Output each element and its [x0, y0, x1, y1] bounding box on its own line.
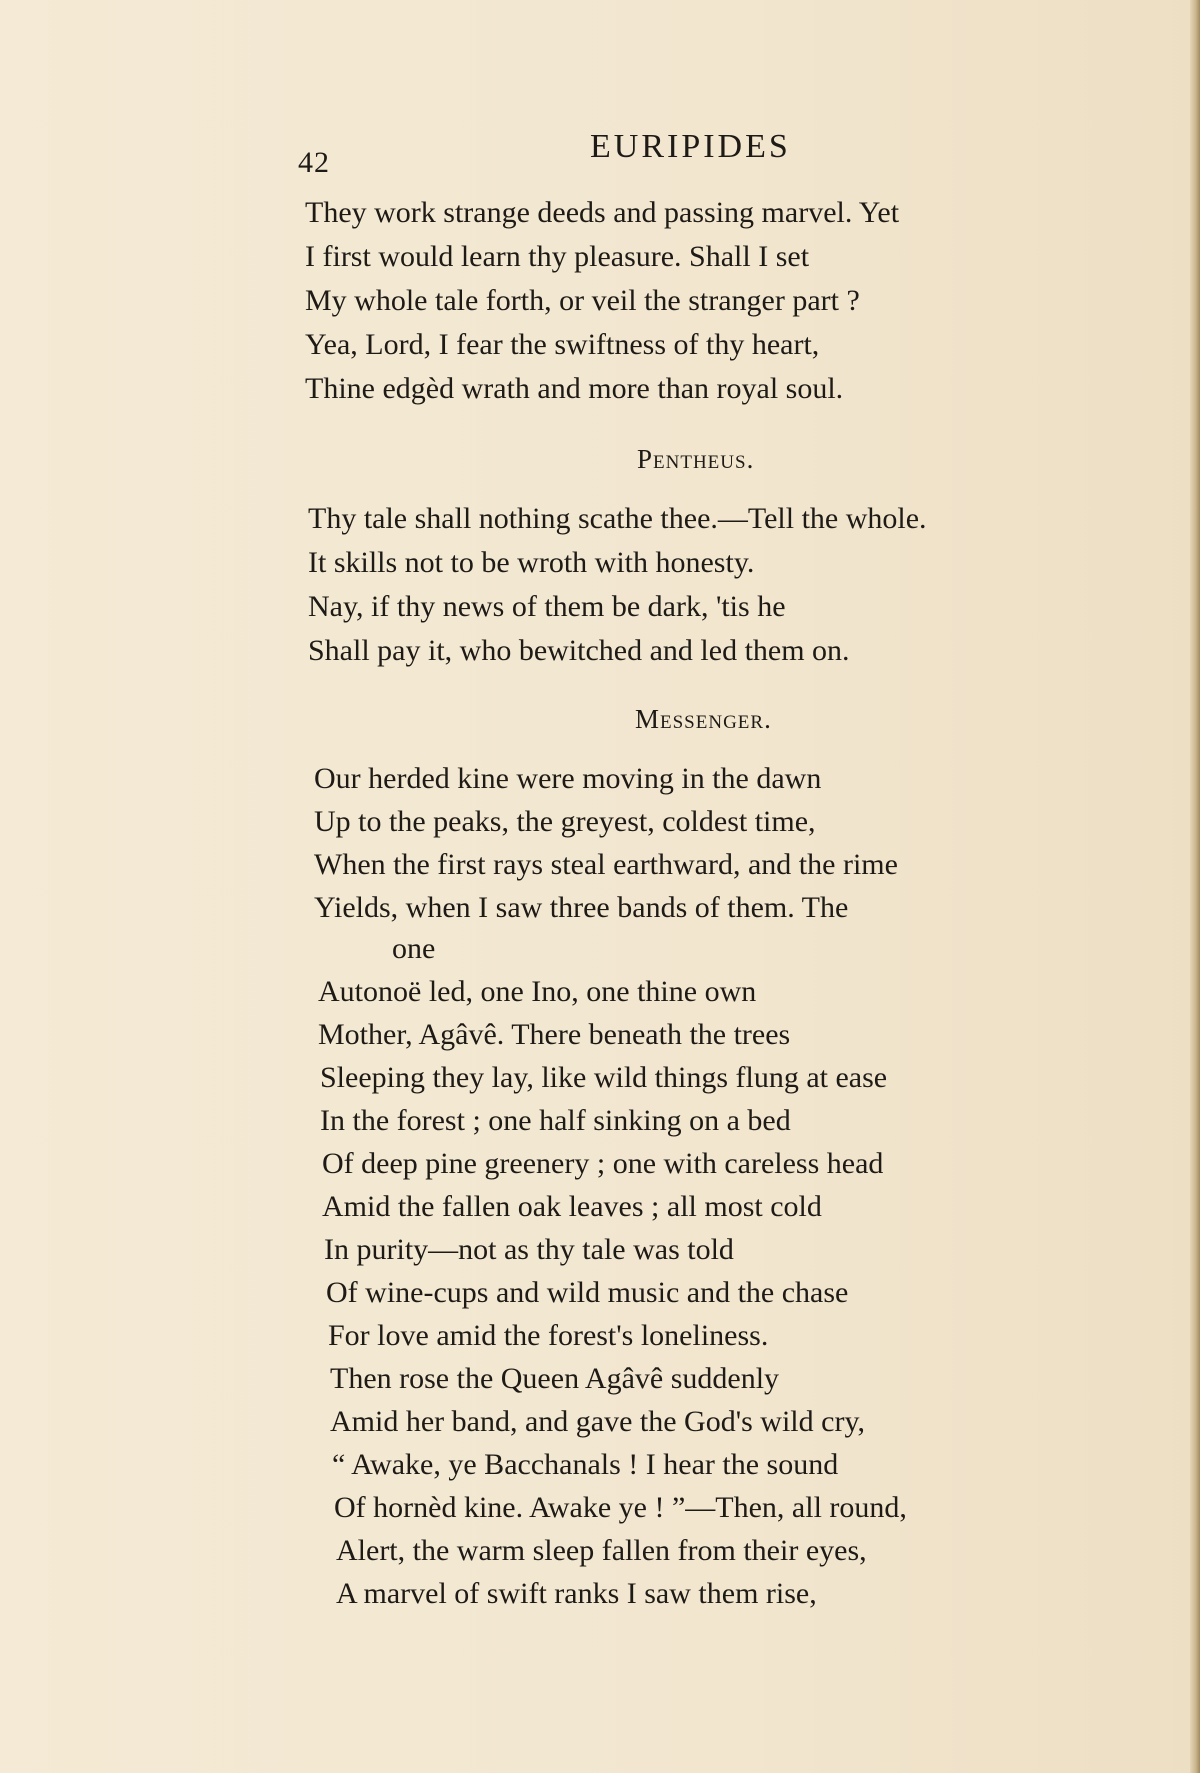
- page-number: 42: [298, 146, 330, 179]
- verse-line: Of hornèd kine. Awake ye ! ”—Then, all round,: [334, 1491, 907, 1524]
- verse-line: Thy tale shall nothing scathe thee.—Tell the whole.: [308, 502, 927, 535]
- verse-line: In the forest ; one half sinking on a bed: [320, 1104, 791, 1137]
- verse-line: “ Awake, ye Bacchanals ! I hear the sound: [332, 1448, 839, 1481]
- verse-line: For love amid the forest's loneliness.: [328, 1319, 769, 1352]
- verse-line: They work strange deeds and passing marvel. Yet: [305, 196, 900, 229]
- page-header: [0, 118, 1200, 178]
- verse-line: Shall pay it, who bewitched and led them on.: [308, 634, 850, 667]
- verse-line: A marvel of swift ranks I saw them rise,: [336, 1577, 817, 1610]
- verse-line: Sleeping they lay, like wild things flung at ease: [320, 1061, 888, 1094]
- verse-line: Of wine-cups and wild music and the chase: [326, 1276, 849, 1309]
- speaker-heading: Pentheus.: [637, 444, 755, 474]
- verse-line: I first would learn thy pleasure. Shall I set: [305, 240, 810, 273]
- verse-line: Mother, Agâvê. There beneath the trees: [318, 1018, 791, 1051]
- running-title: EURIPIDES: [590, 128, 791, 165]
- verse-line: Of deep pine greenery ; one with careless head: [322, 1147, 884, 1180]
- verse-line: Up to the peaks, the greyest, coldest time,: [314, 805, 816, 838]
- verse-line: Amid the fallen oak leaves ; all most cold: [322, 1190, 822, 1223]
- verse-line: Our herded kine were moving in the dawn: [314, 762, 822, 795]
- verse-line: Nay, if thy news of them be dark, 'tis he: [308, 590, 786, 623]
- verse-line: When the first rays steal earthward, and the rime: [314, 848, 898, 881]
- verse-line: My whole tale forth, or veil the stranger part ?: [305, 284, 860, 317]
- verse-line-continuation: one: [392, 932, 436, 965]
- verse-line: Alert, the warm sleep fallen from their eyes,: [336, 1534, 867, 1567]
- page-edge: [1190, 0, 1200, 1773]
- verse-line: In purity—not as thy tale was told: [324, 1233, 734, 1266]
- verse-line: Then rose the Queen Agâvê suddenly: [330, 1362, 780, 1395]
- verse-line: Autonoë led, one Ino, one thine own: [318, 975, 757, 1008]
- verse-line: It skills not to be wroth with honesty.: [308, 546, 755, 579]
- verse-line: Yea, Lord, I fear the swiftness of thy heart,: [305, 328, 820, 361]
- verse-line: Yields, when I saw three bands of them. The: [314, 891, 849, 924]
- verse-line: Thine edgèd wrath and more than royal soul.: [305, 372, 844, 405]
- speaker-heading: Messenger.: [635, 704, 772, 734]
- verse-line: Amid her band, and gave the God's wild cry,: [330, 1405, 865, 1438]
